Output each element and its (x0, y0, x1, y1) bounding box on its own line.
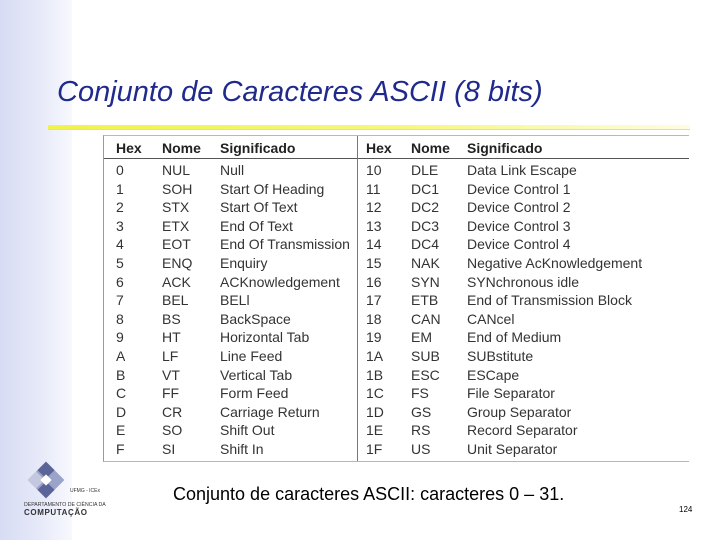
logo-text-mid: DEPARTAMENTO DE CIÊNCIA DA (24, 502, 106, 508)
cell-significado: CANcel (467, 310, 515, 327)
cell-nome: RS (411, 422, 431, 439)
cell-hex: 10 (366, 162, 382, 178)
table-row (104, 162, 689, 180)
cell-nome: ACK (162, 273, 191, 290)
table-row (104, 311, 689, 329)
cell-hex: 1 (116, 180, 124, 197)
cell-nome: BS (162, 310, 181, 327)
cell-hex: B (116, 366, 126, 383)
cell-significado: Unit Separator (467, 441, 558, 457)
table-row (104, 441, 689, 459)
cell-significado: End of Transmission Block (467, 292, 632, 309)
header-hex-left: Hex (116, 140, 142, 156)
cell-nome: DC2 (411, 199, 440, 216)
cell-significado: Form Feed (220, 385, 289, 402)
table-row (104, 255, 689, 273)
logo-text-top: UFMG - ICEx (70, 488, 100, 494)
cell-significado: Vertical Tab (220, 366, 293, 383)
header-nome-right: Nome (411, 140, 450, 156)
cell-significado: Group Separator (467, 403, 572, 420)
cell-significado: SUBstitute (467, 348, 534, 364)
logo-text-bottom: COMPUTAÇÃO (24, 508, 88, 517)
cell-nome: ETX (162, 217, 190, 234)
cell-hex: 18 (366, 310, 382, 327)
logo-emblem-icon (28, 462, 65, 499)
table-row (104, 181, 689, 199)
cell-nome: NUL (162, 162, 191, 178)
cell-hex: C (116, 385, 127, 402)
cell-hex: 1B (366, 366, 384, 383)
table-row (104, 329, 689, 347)
cell-hex: 1D (366, 403, 384, 420)
cell-nome: ENQ (162, 255, 193, 271)
table-row (104, 292, 689, 310)
table-row (104, 236, 689, 254)
header-significado-left: Significado (220, 140, 296, 156)
cell-significado: End of Medium (467, 329, 562, 346)
cell-significado: File Separator (467, 385, 555, 402)
cell-hex: 16 (366, 273, 382, 290)
cell-hex: 1F (366, 441, 383, 457)
dcc-ufmg-logo (22, 456, 122, 518)
cell-hex: 2 (116, 199, 124, 216)
cell-nome: BEL (162, 292, 189, 309)
cell-significado: Horizontal Tab (220, 329, 310, 346)
cell-hex: 14 (366, 236, 382, 253)
header-nome-left: Nome (162, 140, 201, 156)
table-row (104, 422, 689, 440)
cell-hex: E (116, 422, 126, 439)
header-divider (104, 158, 689, 159)
cell-hex: A (116, 348, 126, 364)
table-caption: Conjunto de caracteres ASCII: caracteres 0 – 31. (173, 484, 565, 504)
cell-hex: 1C (366, 385, 384, 402)
cell-hex: 11 (366, 180, 381, 197)
cell-nome: DLE (411, 162, 439, 178)
table-row (104, 404, 689, 422)
cell-nome: ESC (411, 366, 440, 383)
cell-significado: Enquiry (220, 255, 268, 271)
cell-significado: Device Control 2 (467, 199, 571, 216)
cell-significado: ESCape (467, 366, 520, 383)
cell-hex: 17 (366, 292, 382, 309)
cell-hex: 0 (116, 162, 124, 178)
cell-nome: SO (162, 422, 183, 439)
cell-significado: Null (220, 162, 245, 178)
cell-nome: SUB (411, 348, 440, 364)
cell-nome: NAK (411, 255, 440, 271)
cell-significado: Carriage Return (220, 403, 320, 420)
cell-hex: 1A (366, 348, 384, 364)
table-row (104, 199, 689, 217)
cell-significado: Negative AcKnowledgement (467, 255, 643, 271)
cell-nome: STX (162, 199, 190, 216)
cell-nome: LF (162, 348, 179, 364)
cell-significado: Line Feed (220, 348, 283, 364)
cell-hex: 12 (366, 199, 382, 216)
cell-hex: 9 (116, 329, 124, 346)
cell-significado: Start Of Text (220, 199, 298, 216)
cell-significado: Shift Out (220, 422, 275, 439)
table-row (104, 348, 689, 366)
header-significado-right: Significado (467, 140, 543, 156)
title-underline-shadow (48, 129, 690, 130)
cell-nome: DC1 (411, 180, 440, 197)
cell-nome: VT (162, 366, 180, 383)
cell-significado: Data Link Escape (467, 162, 577, 178)
cell-hex: 19 (366, 329, 382, 346)
cell-hex: D (116, 403, 127, 420)
table-row (104, 218, 689, 236)
table-row (104, 385, 689, 403)
cell-nome: EOT (162, 236, 191, 253)
cell-nome: SOH (162, 180, 193, 197)
cell-nome: DC4 (411, 236, 440, 253)
cell-hex: 6 (116, 273, 124, 290)
cell-hex: 13 (366, 217, 382, 234)
cell-significado: Device Control 3 (467, 217, 571, 234)
cell-nome: CR (162, 403, 183, 420)
cell-significado: Device Control 1 (467, 180, 571, 197)
cell-hex: F (116, 441, 125, 457)
cell-nome: US (411, 441, 431, 457)
cell-significado: ACKnowledgement (220, 273, 340, 290)
cell-nome: FS (411, 385, 429, 402)
cell-nome: ETB (411, 292, 439, 309)
cell-nome: SI (162, 441, 176, 457)
cell-nome: GS (411, 403, 432, 420)
header-hex-right: Hex (366, 140, 392, 156)
cell-significado: Device Control 4 (467, 236, 571, 253)
cell-significado: Start Of Heading (220, 180, 325, 197)
cell-nome: FF (162, 385, 180, 402)
cell-nome: EM (411, 329, 432, 346)
cell-hex: 1E (366, 422, 384, 439)
cell-hex: 5 (116, 255, 124, 271)
cell-nome: CAN (411, 310, 441, 327)
cell-hex: 4 (116, 236, 124, 253)
table-row (104, 367, 689, 385)
cell-significado: End Of Transmission (220, 236, 350, 253)
cell-hex: 7 (116, 292, 124, 309)
ascii-table (103, 135, 689, 462)
cell-significado: End Of Text (220, 217, 293, 234)
cell-significado: Record Separator (467, 422, 578, 439)
cell-significado: Shift In (220, 441, 264, 457)
table-row (104, 274, 689, 292)
table-header-row (104, 140, 689, 158)
cell-nome: HT (162, 329, 181, 346)
cell-significado: BELl (220, 292, 250, 309)
cell-hex: 3 (116, 217, 124, 234)
cell-hex: 8 (116, 310, 124, 327)
cell-hex: 15 (366, 255, 382, 271)
cell-significado: SYNchronous idle (467, 273, 580, 290)
page-number: 124 (679, 505, 693, 514)
cell-nome: DC3 (411, 217, 440, 234)
cell-significado: BackSpace (220, 310, 291, 327)
cell-nome: SYN (411, 273, 440, 290)
slide-title: Conjunto de Caracteres ASCII (8 bits) (57, 76, 543, 108)
